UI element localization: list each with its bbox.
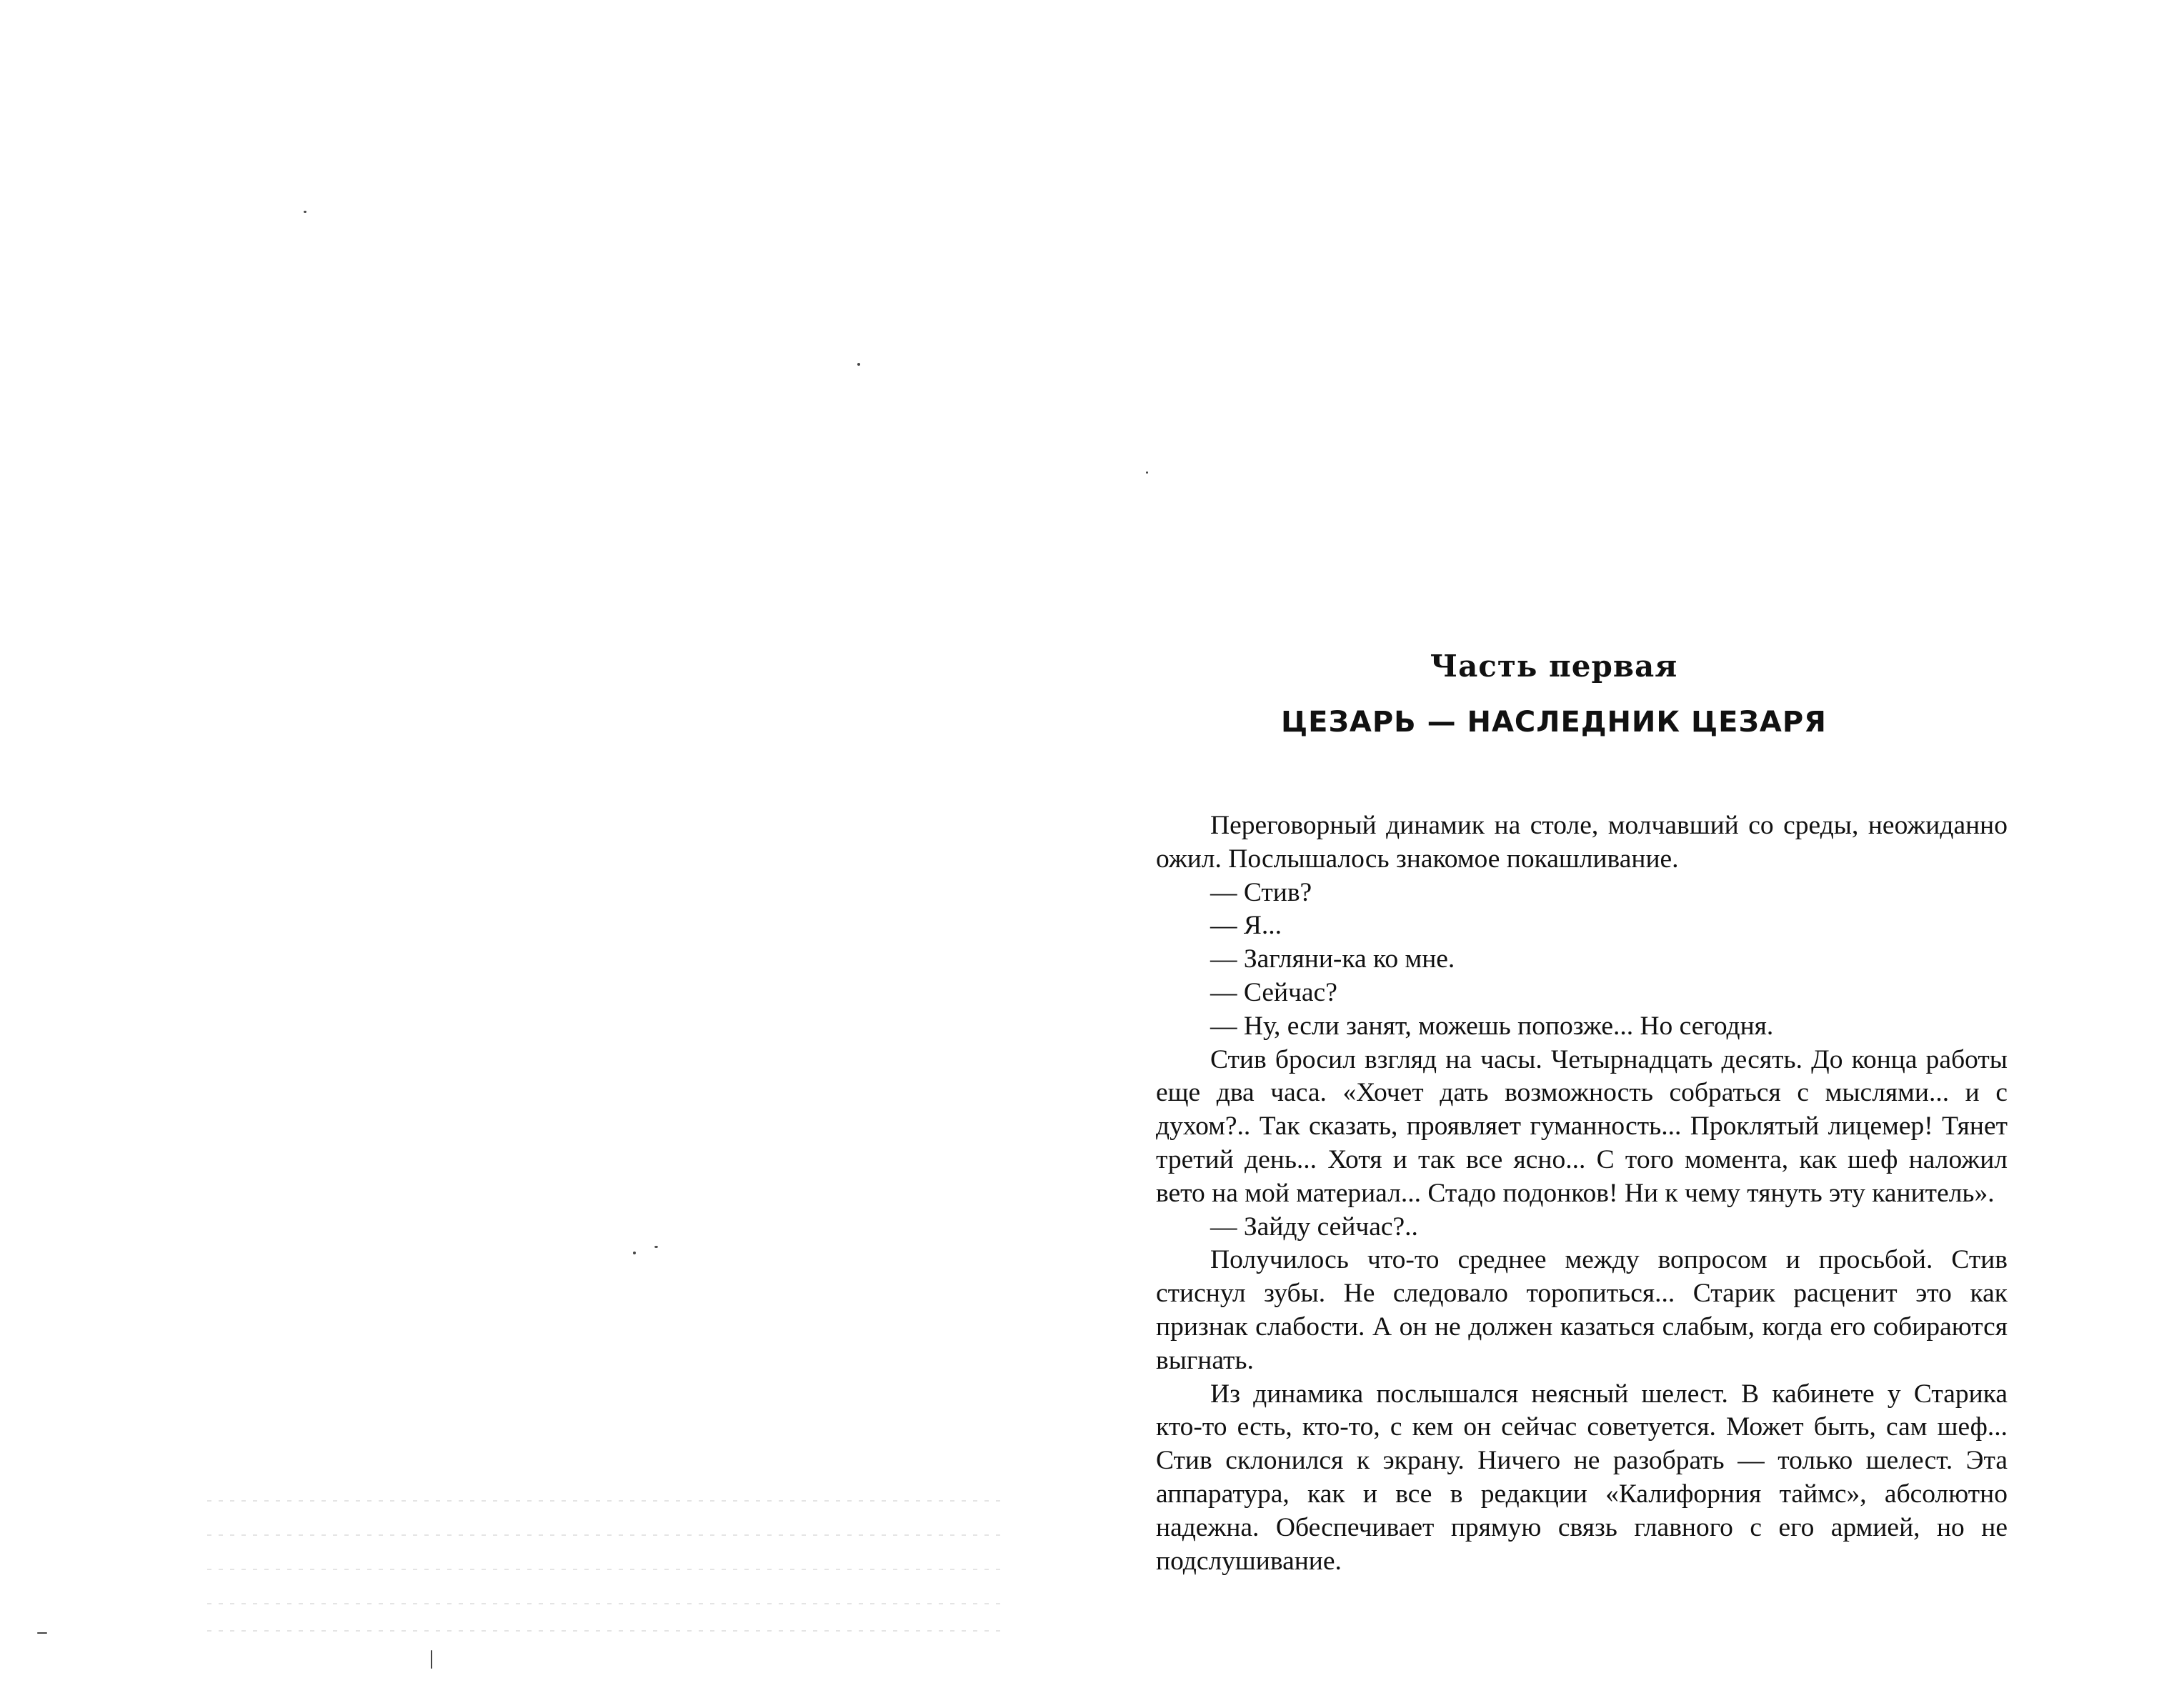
- dialogue-line: — Загляни-ка ко мне.: [1210, 944, 1455, 974]
- bleed-through-line: [207, 1500, 1007, 1502]
- body-text: [1156, 809, 2008, 1578]
- bleed-through-line: [207, 1603, 1007, 1604]
- dialogue-line: — Зайду сейчас?..: [1210, 1212, 1418, 1242]
- left-page-blank: [0, 0, 1072, 1708]
- scan-speck: [857, 363, 860, 366]
- dialogue-line: — Ну, если занят, можешь попозже... Но сегодня.: [1210, 1011, 1774, 1041]
- paragraph: Из динамика послышался неясный шелест. В кабинете у Старика кто-то есть, кто-то, с кем он сейчас советуется. Может быть, сам шеф... Стив склонился к экрану. Ничего не разобрать — только шелест. Эта аппаратура, как и все в редакции «Калифорния таймс», абсолютно надежна. Обеспечивает прямую связь главного с его армией, но не подслушивание.: [1156, 1379, 2008, 1576]
- bleed-through-line: [207, 1630, 1007, 1632]
- paragraph: Получилось что-то среднее между вопросом и просьбой. Стив стиснул зубы. Не следовало торопиться... Старик расценит это как признак слабости. А он не должен казаться слабым, когда его собираются выгнать.: [1156, 1245, 2008, 1375]
- scan-speck: [654, 1246, 658, 1248]
- scan-speck: [304, 211, 306, 213]
- scan-speck: [633, 1252, 636, 1254]
- dialogue-line: — Сейчас?: [1210, 977, 1337, 1007]
- bleed-through-line: [207, 1569, 1007, 1570]
- part-title: Часть первая: [1430, 649, 1678, 684]
- dialogue-line: — Стив?: [1210, 877, 1312, 907]
- scan-speck: [37, 1632, 47, 1634]
- chapter-title: ЦЕЗАРЬ — НАСЛЕДНИК ЦЕЗАРЯ: [1281, 706, 1827, 739]
- dialogue-line: — Я...: [1210, 911, 1282, 941]
- scan-speck: [431, 1650, 432, 1669]
- paragraph: Переговорный динамик на столе, молчавший со среды, неожиданно ожил. Послышалось знакомое покашливание.: [1156, 811, 2008, 874]
- paragraph: Стив бросил взгляд на часы. Четырнадцать десять. До конца работы еще два часа. «Хочет дать возможность собраться с мыслями... и с духом?.. Так сказать, проявляет гуманность... Проклятый лицемер! Тянет третий день... Хотя и так все ясно... С того момента, как шеф наложил вето на мой материал... Стадо подонков! Ни к чему тянуть эту канитель».: [1156, 1044, 2008, 1208]
- bleed-through-line: [207, 1534, 1007, 1536]
